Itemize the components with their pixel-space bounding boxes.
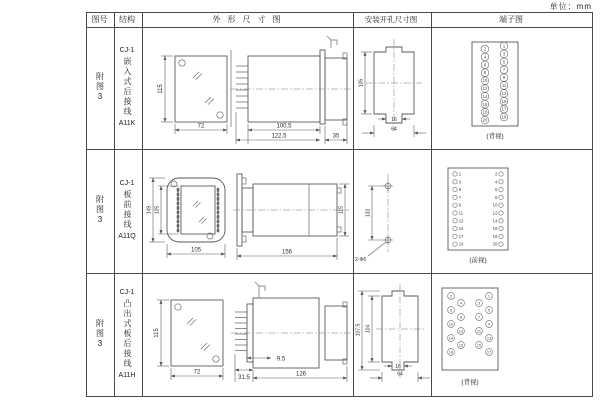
svg-text:5: 5 (487, 308, 491, 313)
install-drawing-a11q (352, 148, 430, 272)
dim-side-front: 35 (332, 133, 340, 140)
svg-text:2: 2 (483, 46, 487, 52)
terminal-pins (481, 42, 508, 124)
svg-text:1: 1 (502, 43, 506, 49)
model-label: CJ-1 (119, 289, 135, 296)
code-label: A11Q (118, 233, 136, 240)
dim-front-outer-height: 149 (146, 205, 153, 215)
svg-text:17: 17 (458, 233, 464, 239)
svg-text:11: 11 (501, 83, 507, 89)
structure-cell-row3 (113, 272, 141, 396)
install-drawing-a11k (352, 26, 430, 148)
svg-text:20: 20 (492, 241, 498, 247)
dim-notch-width: 16 (395, 364, 401, 370)
svg-text:20: 20 (482, 117, 488, 123)
svg-text:6: 6 (483, 62, 487, 68)
dim-front-inner-height: 125 (154, 205, 161, 215)
svg-text:7: 7 (458, 194, 462, 200)
svg-text:16: 16 (482, 101, 488, 107)
svg-text:7: 7 (477, 315, 481, 320)
svg-text:7: 7 (502, 67, 506, 73)
dim-side-length: 126 (295, 371, 307, 378)
svg-text:12: 12 (458, 329, 464, 334)
dim-hole-spacing: 133 (365, 208, 372, 218)
svg-text:17: 17 (486, 350, 492, 355)
code-label: A11K (118, 120, 136, 127)
outline-drawing-a11q (141, 148, 352, 272)
terminal-drawing-a11h (430, 272, 592, 396)
dim-side-offset: 9.5 (276, 356, 286, 363)
fig-no-label: 附图3 (95, 194, 105, 226)
dim-front-width: 105 (190, 247, 202, 254)
dim-cutout-height: 105 (358, 78, 365, 88)
header-outline: 外形尺寸图 (212, 14, 288, 24)
fig-no-cell-row3 (86, 272, 113, 396)
dim-inner-height: 104 (365, 324, 372, 334)
header-structure: 结构 (119, 14, 135, 24)
terminal-pins (453, 172, 503, 247)
header-fig-no: 图号 (91, 14, 108, 24)
dim-cutout-width: 64 (391, 126, 397, 133)
svg-text:12: 12 (482, 86, 488, 92)
header-install: 安装开孔尺寸图 (364, 14, 418, 24)
view-label: (背视) (486, 133, 504, 140)
dim-side-depth: 100.5 (276, 123, 292, 130)
dim-cutout-width: 64 (397, 371, 403, 378)
svg-text:2: 2 (494, 171, 498, 177)
svg-text:8: 8 (459, 315, 463, 320)
svg-text:16: 16 (458, 343, 464, 348)
side-view (233, 174, 349, 260)
model-label: CJ-1 (119, 47, 135, 54)
structure-label: 板前接线 (123, 190, 132, 230)
svg-text:17: 17 (501, 106, 507, 112)
svg-text:11: 11 (477, 329, 481, 334)
terminal-drawing-a11q (430, 148, 592, 272)
svg-text:11: 11 (458, 210, 464, 216)
svg-text:4: 4 (483, 54, 487, 60)
structure-label: 凸出式板后接线 (123, 299, 132, 369)
front-view (147, 178, 226, 258)
svg-text:2: 2 (449, 294, 453, 299)
structure-cell-row2 (113, 148, 141, 272)
dim-front-height: 115 (158, 84, 164, 94)
svg-text:19: 19 (501, 114, 507, 120)
fig-no-label: 附图3 (95, 71, 105, 103)
svg-text:14: 14 (448, 336, 454, 341)
fig-no-cell-row2 (86, 148, 113, 272)
svg-text:14: 14 (482, 93, 488, 99)
dim-front-height: 115 (154, 328, 160, 338)
fig-no-cell-row1 (86, 26, 113, 148)
svg-text:13: 13 (458, 218, 464, 224)
hole-callout: 2-Φ6 (355, 257, 367, 263)
svg-text:5: 5 (458, 187, 462, 193)
terminal-drawing-a11k (430, 26, 592, 148)
svg-text:4: 4 (459, 301, 463, 306)
model-label: CJ-1 (119, 180, 135, 187)
dim-side-terminal: 31.5 (238, 375, 250, 381)
svg-text:10: 10 (448, 322, 454, 327)
dim-cutout-height: 107.5 (355, 323, 362, 337)
install-drawing-a11h (352, 272, 430, 396)
front-view (154, 300, 223, 380)
view-label: (背视) (461, 379, 479, 386)
dim-side-length: 156 (281, 249, 293, 256)
svg-text:8: 8 (494, 194, 498, 200)
outline-drawing-a11h (141, 272, 352, 396)
svg-text:18: 18 (448, 350, 454, 355)
svg-text:4: 4 (494, 179, 498, 185)
svg-text:12: 12 (492, 210, 498, 216)
svg-text:3: 3 (477, 301, 481, 306)
svg-text:15: 15 (458, 226, 464, 232)
svg-text:15: 15 (501, 98, 507, 104)
svg-text:18: 18 (492, 233, 498, 239)
svg-text:8: 8 (483, 70, 487, 76)
svg-text:6: 6 (449, 308, 453, 313)
svg-text:9: 9 (458, 202, 462, 208)
svg-text:18: 18 (482, 109, 488, 115)
svg-text:15: 15 (476, 343, 482, 348)
svg-text:9: 9 (502, 75, 506, 81)
svg-text:1: 1 (487, 294, 491, 299)
outline-drawing-a11k (141, 26, 352, 148)
header-terminal: 端子图 (499, 14, 523, 24)
svg-text:5: 5 (502, 59, 506, 65)
dim-front-width: 72 (193, 369, 201, 376)
dim-front-width: 72 (197, 123, 205, 130)
svg-text:14: 14 (492, 218, 498, 224)
fig-no-label: 附图3 (95, 318, 105, 350)
svg-text:3: 3 (458, 179, 462, 185)
svg-text:16: 16 (492, 226, 498, 232)
dim-notch-width: 16 (391, 117, 397, 123)
svg-text:3: 3 (502, 51, 506, 57)
code-label: A11H (118, 372, 136, 379)
side-view (231, 282, 351, 382)
structure-cell-row1 (113, 26, 141, 148)
svg-text:19: 19 (458, 241, 464, 247)
terminal-pins (448, 293, 493, 356)
svg-text:10: 10 (492, 202, 498, 208)
side-view (231, 36, 351, 144)
dim-side-height: 115 (338, 206, 345, 214)
svg-text:6: 6 (494, 187, 498, 193)
view-label: (前视) (469, 257, 487, 264)
front-view (158, 50, 231, 134)
svg-text:10: 10 (482, 78, 488, 84)
svg-text:13: 13 (501, 90, 507, 96)
dim-side-total: 122.5 (271, 133, 287, 140)
structure-label: 嵌入式后接线 (123, 57, 132, 117)
svg-text:13: 13 (486, 336, 492, 341)
unit-label: 单位：mm (549, 2, 592, 11)
svg-text:1: 1 (458, 171, 462, 177)
svg-text:9: 9 (487, 322, 491, 327)
